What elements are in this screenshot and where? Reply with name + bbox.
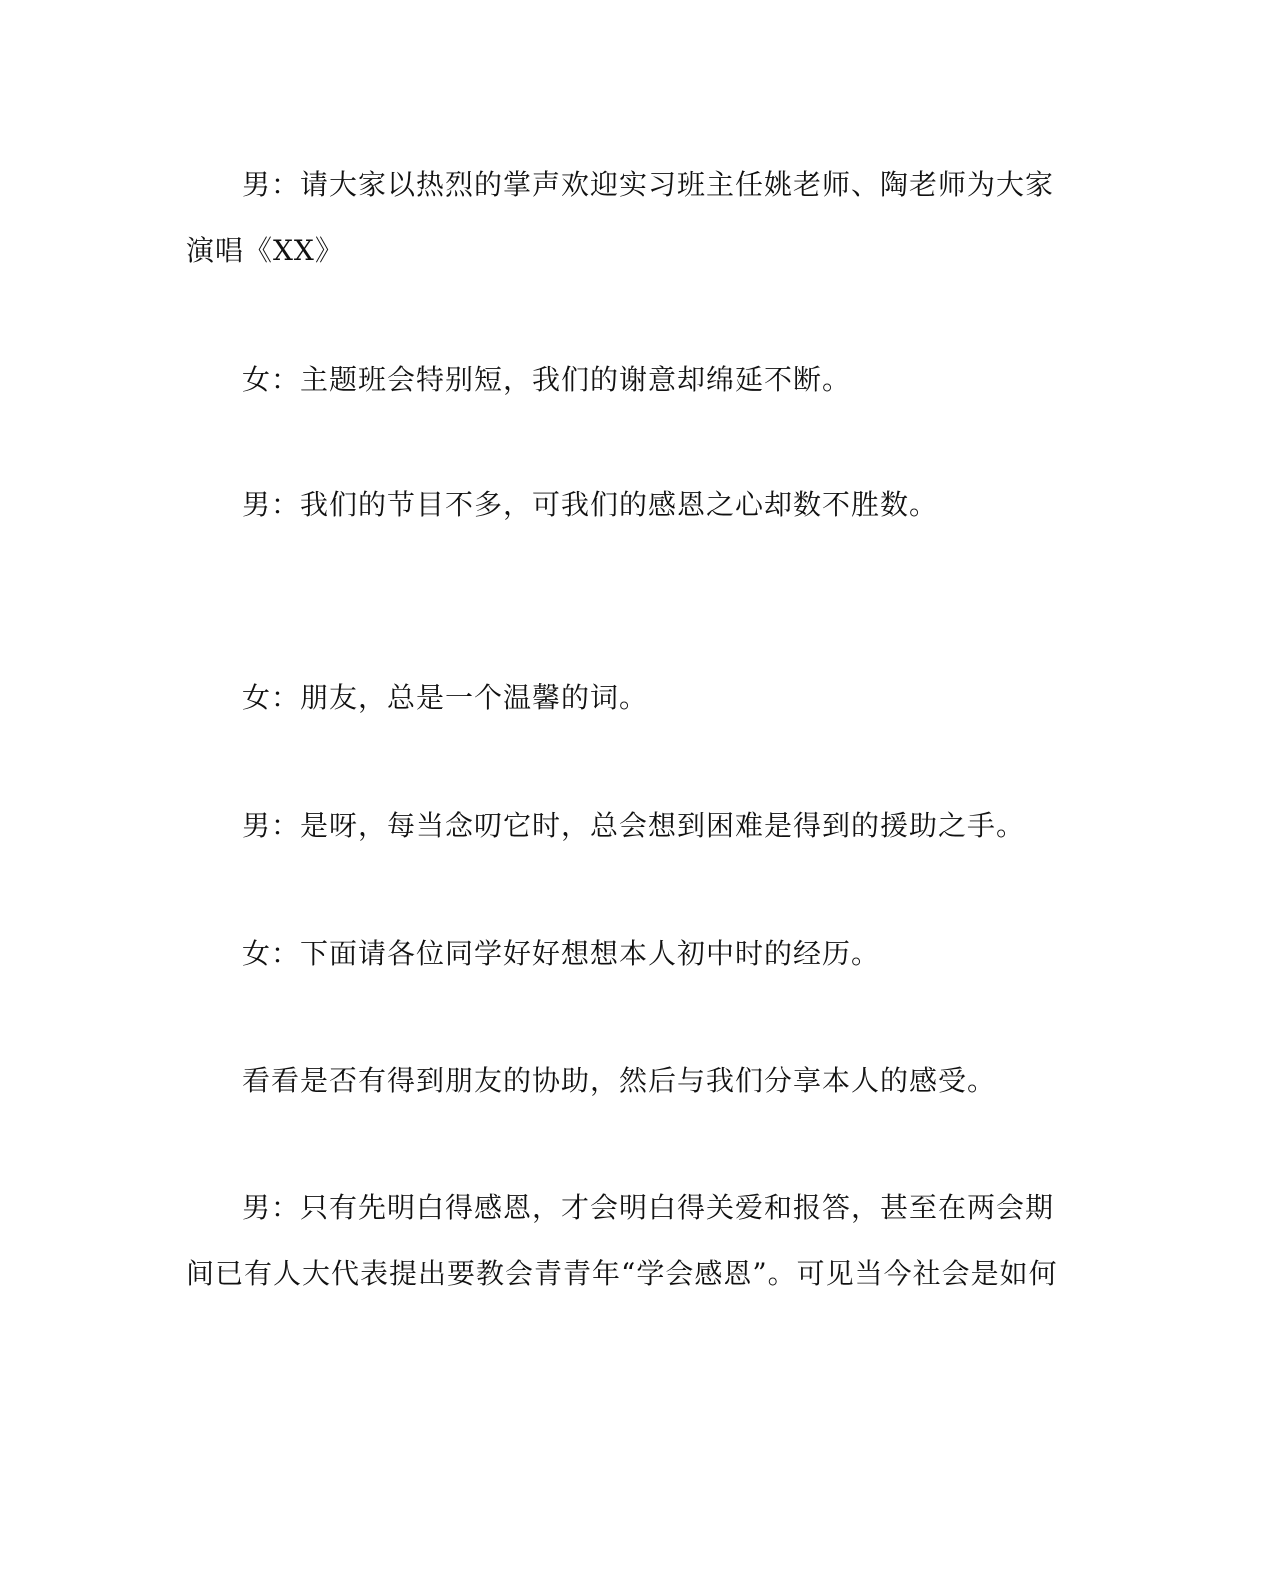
paragraph-1: 男：请大家以热烈的掌声欢迎实习班主任姚老师、陶老师为大家演唱《XX》 xyxy=(186,168,1055,267)
paragraph-5: 男：是呀，每当念叨它时，总会想到困难是得到的援助之手。 xyxy=(242,809,1026,842)
paragraph-3: 男：我们的节目不多，可我们的感恩之心却数不胜数。 xyxy=(242,488,939,521)
paragraph-2: 女：主题班会特别短，我们的谢意却绵延不断。 xyxy=(242,363,852,396)
paragraph-7: 看看是否有得到朋友的协助，然后与我们分享本人的感受。 xyxy=(242,1064,997,1097)
paragraph-8: 男：只有先明白得感恩，才会明白得关爱和报答，甚至在两会期间已有人大代表提出要教会青青年“学会感恩”。可见当今社会是如何 xyxy=(186,1191,1058,1290)
paragraph-4: 女：朋友，总是一个温馨的词。 xyxy=(242,681,649,714)
paragraph-6: 女：下面请各位同学好好想想本人初中时的经历。 xyxy=(242,937,881,970)
